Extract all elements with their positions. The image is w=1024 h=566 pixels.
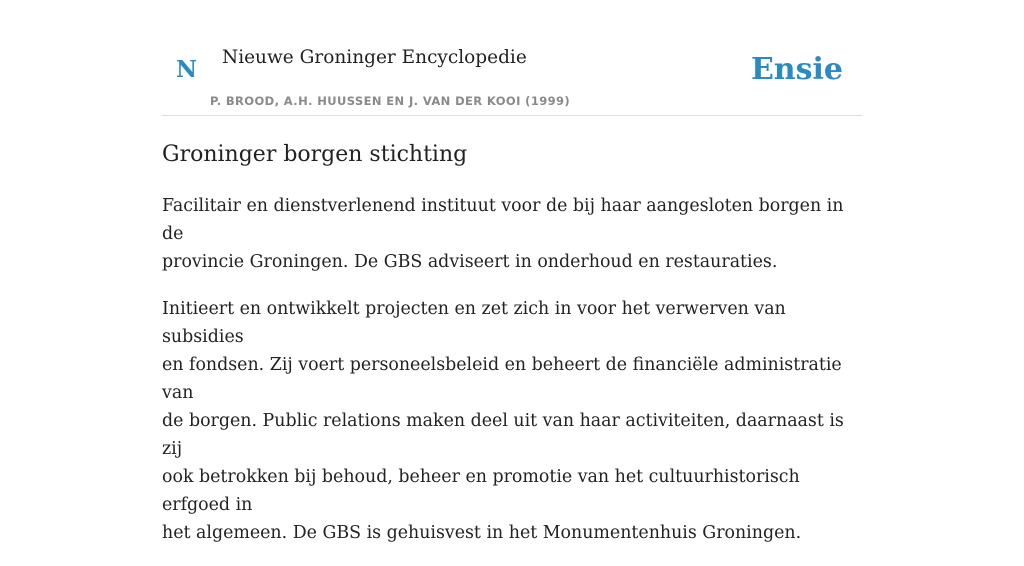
page [162,0,862,543]
article-paragraph: Initieert en ontwikkelt projecten en zet zich in voor het verwerven van subsidies en fondsen. Zij voert personeelsbeleid en beheert de financiële administratie van de borgen. Public relations maken deel uit van haar activiteiten, daarnaast is zij ook betrokken bij behoud, beheer en promotie van het cultuurhistorisch erfgoed in het algemeen. De GBS is gehuisvest in het Monumentenhuis Groningen. [162,299,844,543]
book-header [162,0,862,116]
ensie-logo[interactable]: Ensie [750,52,843,87]
article-paragraph: Facilitair en dienstverlenend instituut voor de bij haar aangesloten borgen in de provincie Groningen. De GBS adviseert in onderhoud en restauraties. [162,196,844,272]
book-title[interactable]: Nieuwe Groninger Encyclopedie [222,47,527,68]
article-title: Groninger borgen stichting [162,142,468,167]
book-icon[interactable]: N [176,56,198,83]
book-authors: P. BROOD, A.H. HUUSSEN EN J. VAN DER KOOI (1999) [210,94,571,108]
article-body [162,192,862,566]
